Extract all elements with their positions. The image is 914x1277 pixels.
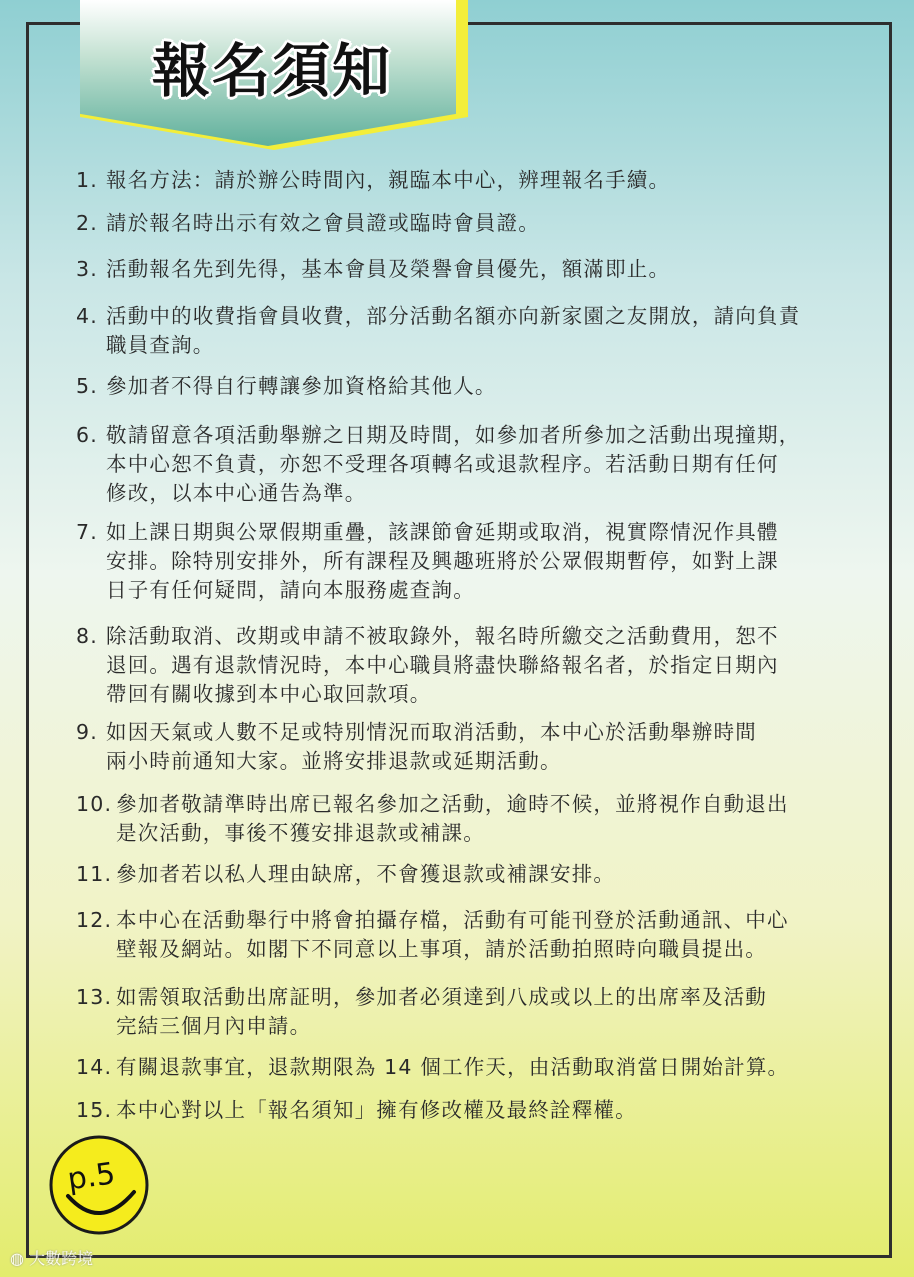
rule-number: 3. (76, 257, 98, 281)
page-number: p.5 (65, 1156, 118, 1198)
rule-text-line: 是次活動，事後不獲安排退款或補課。 (116, 821, 485, 845)
rule-number: 9. (76, 720, 98, 744)
smiley-face-icon (48, 1134, 150, 1236)
rule-text-line: 參加者敬請準時出席已報名參加之活動，逾時不候，並將視作自動退出 (116, 792, 789, 816)
watermark-logo-icon: ◍ (10, 1249, 24, 1268)
rule-text-line: 職員查詢。 (106, 333, 215, 357)
watermark-text: 大數跨境 (29, 1249, 94, 1268)
rule-item (76, 166, 846, 195)
rule-item (76, 1096, 846, 1125)
rule-text-line: 完結三個月內申請。 (116, 1014, 312, 1038)
rule-text-line: 參加者若以私人理由缺席，不會獲退款或補課安排。 (116, 862, 616, 886)
rule-item (76, 622, 846, 709)
rule-item (76, 255, 846, 284)
rule-number: 12. (76, 908, 113, 932)
rule-number: 4. (76, 304, 98, 328)
rule-number: 8. (76, 624, 98, 648)
rule-text-line: 如需領取活動出席証明，參加者必須達到八成或以上的出席率及活動 (116, 985, 767, 1009)
rule-text-line: 兩小時前通知大家。並將安排退款或延期活動。 (106, 749, 562, 773)
rule-text-line: 報名方法：請於辦公時間內，親臨本中心，辨理報名手續。 (106, 168, 671, 192)
rule-text-line: 如上課日期與公眾假期重疊，該課節會延期或取消，視實際情況作具體 (106, 520, 779, 544)
rule-text-line: 活動中的收費指會員收費，部分活動名額亦向新家園之友開放，請向負責 (106, 304, 801, 328)
rule-text-line: 壁報及網站。如閣下不同意以上事項，請於活動拍照時向職員提出。 (116, 937, 767, 961)
rule-item (76, 421, 846, 508)
rule-text-line: 本中心對以上「報名須知」擁有修改權及最終詮釋權。 (116, 1098, 637, 1122)
rule-text-line: 敬請留意各項活動舉辦之日期及時間，如參加者所參加之活動出現撞期， (106, 423, 801, 447)
rule-item (76, 518, 846, 605)
rule-number: 15. (76, 1098, 113, 1122)
rule-text-line: 請於報名時出示有效之會員證或臨時會員證。 (106, 211, 540, 235)
rule-number: 11. (76, 862, 113, 886)
rule-number: 1. (76, 168, 98, 192)
watermark (10, 1246, 93, 1269)
page-title: 報名須知 (152, 37, 393, 105)
rule-text-line: 安排。除特別安排外，所有課程及興趣班將於公眾假期暫停，如對上課 (106, 549, 779, 573)
rule-number: 13. (76, 985, 113, 1009)
rule-number: 7. (76, 520, 98, 544)
rule-text-line: 本中心在活動舉行中將會拍攝存檔，活動有可能刊登於活動通訊、中心 (116, 908, 789, 932)
rule-number: 6. (76, 423, 98, 447)
rule-number: 14. (76, 1055, 113, 1079)
rule-item (76, 1053, 846, 1082)
rule-item (76, 906, 846, 964)
rule-text-line: 帶回有關收據到本中心取回款項。 (106, 682, 432, 706)
rule-text-line: 本中心恕不負責，亦恕不受理各項轉名或退款程序。若活動日期有任何 (106, 452, 779, 476)
rule-item (76, 718, 846, 776)
rule-text-line: 除活動取消、改期或申請不被取錄外，報名時所繳交之活動費用，恕不 (106, 624, 779, 648)
rule-item (76, 372, 846, 401)
rule-text-line: 日子有任何疑問，請向本服務處查詢。 (106, 578, 475, 602)
rule-text-line: 如因天氣或人數不足或特別情況而取消活動，本中心於活動舉辦時間 (106, 720, 757, 744)
rule-item (76, 860, 846, 889)
rule-text-line: 退回。遇有退款情況時，本中心職員將盡快聯絡報名者，於指定日期內 (106, 653, 779, 677)
rule-number: 10. (76, 792, 113, 816)
rule-item (76, 983, 846, 1041)
rule-text-line: 參加者不得自行轉讓參加資格給其他人。 (106, 374, 497, 398)
rule-text-line: 修改，以本中心通告為準。 (106, 481, 367, 505)
rule-item (76, 790, 846, 848)
rule-text-line: 活動報名先到先得，基本會員及榮譽會員優先，額滿即止。 (106, 257, 671, 281)
rule-item (76, 302, 846, 360)
rule-item (76, 209, 846, 238)
rule-number: 2. (76, 211, 98, 235)
rule-number: 5. (76, 374, 98, 398)
rule-text-line: 有關退款事宜，退款期限為 14 個工作天，由活動取消當日開始計算。 (116, 1055, 790, 1079)
